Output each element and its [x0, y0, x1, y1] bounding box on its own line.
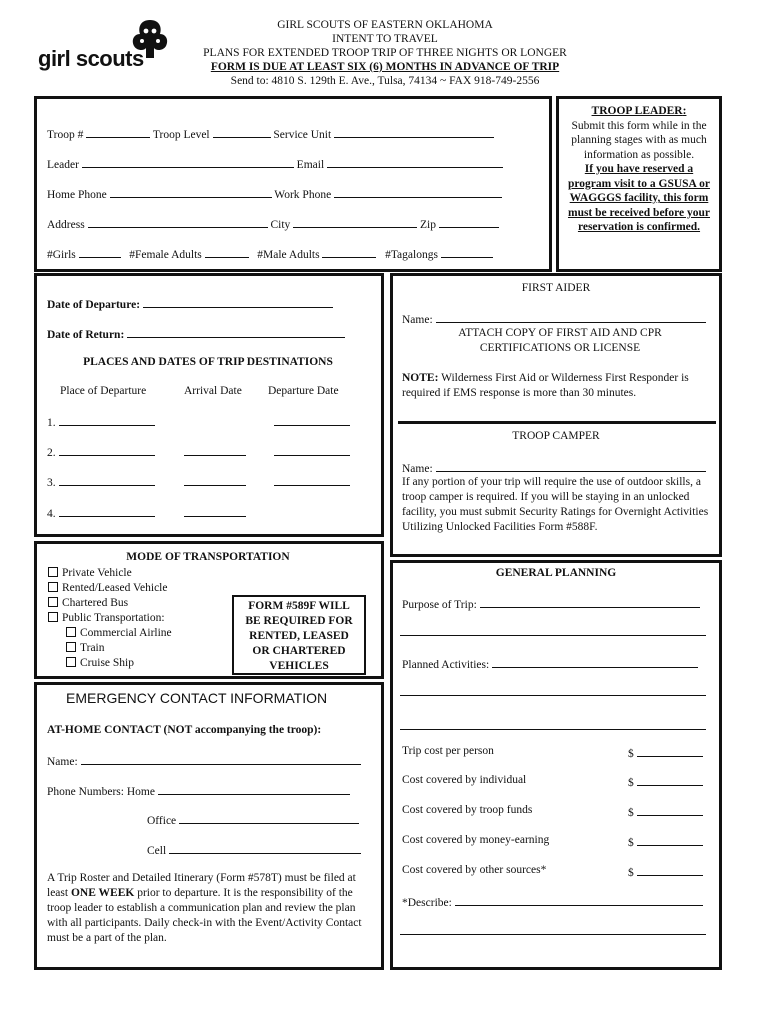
troop-num-field[interactable]	[86, 126, 150, 138]
leader-field[interactable]	[82, 156, 294, 168]
troop-info	[47, 120, 527, 270]
tagalongs-field[interactable]	[441, 246, 493, 258]
transport-option[interactable]: Train	[48, 641, 172, 656]
row-number: 3.	[47, 477, 56, 489]
service-unit-field[interactable]	[334, 126, 494, 138]
male-adults-field[interactable]	[322, 246, 376, 258]
purpose-line[interactable]	[400, 635, 706, 636]
activities-label: Planned Activities:	[402, 659, 490, 671]
zip-label: Zip	[420, 219, 436, 231]
troop-num-label: Troop #	[47, 129, 84, 141]
transport-option[interactable]: Commercial Airline	[48, 626, 172, 641]
emergency-subtitle: AT-HOME CONTACT (NOT accompanying the troop):	[47, 724, 322, 736]
transport-title: MODE OF TRANSPORTATION	[126, 551, 290, 563]
activities-field[interactable]	[492, 656, 698, 668]
currency-label: $	[628, 867, 634, 879]
home-phone-label: Home Phone	[47, 189, 107, 201]
purpose-row	[402, 596, 700, 611]
describe-line[interactable]	[400, 934, 706, 935]
form-title: INTENT TO TRAVEL	[332, 33, 438, 45]
zip-field[interactable]	[439, 216, 499, 228]
arrival-date-field[interactable]	[184, 444, 246, 459]
checkbox[interactable]	[48, 567, 58, 577]
emergency-office-row	[147, 812, 359, 827]
send-to: Send to: 4810 S. 129th E. Ave., Tulsa, 74134 ~ FAX 918-749-2556	[230, 75, 540, 87]
departure-label: Date of Departure:	[47, 299, 141, 311]
emergency-cell-row	[147, 842, 361, 857]
emergency-office-field[interactable]	[179, 812, 359, 824]
describe-label: *Describe:	[402, 897, 452, 909]
cost-row	[402, 834, 708, 849]
purpose-label: Purpose of Trip:	[402, 599, 477, 611]
service-unit-label: Service Unit	[273, 129, 332, 141]
currency-label: $	[628, 807, 634, 819]
troop-leader-content	[562, 104, 716, 235]
troop-camper-text: If any portion of your trip will require the use of outdoor skills, a troop camper is required. If you will be staying in an unlocked facility, you must submit Security Ratings for Overnight Activities Utilizing Unlocked Facilities Form #588F.	[402, 476, 709, 533]
cost-label: Cost covered by troop funds	[402, 804, 533, 816]
general-planning-title: GENERAL PLANNING	[495, 567, 617, 579]
emergency-name-row	[47, 753, 361, 768]
address-label: Address	[47, 219, 85, 231]
arrival-date-field[interactable]	[184, 474, 246, 489]
transport-option[interactable]: Cruise Ship	[48, 656, 172, 671]
col-departure: Departure Date	[268, 385, 339, 397]
cost-field[interactable]	[637, 804, 703, 816]
activities-line[interactable]	[400, 695, 706, 696]
checkbox[interactable]	[66, 657, 76, 667]
cost-row	[402, 804, 708, 819]
work-phone-label: Work Phone	[274, 189, 332, 201]
male-adults-label: #Male Adults	[257, 249, 320, 261]
place-field[interactable]	[59, 505, 155, 517]
departure-row	[47, 296, 333, 311]
email-field[interactable]	[327, 156, 503, 168]
emergency-phone-row	[47, 783, 350, 798]
cost-label: Trip cost per person	[402, 745, 494, 757]
purpose-field[interactable]	[480, 596, 700, 608]
currency-label: $	[628, 777, 634, 789]
troop-level-label: Troop Level	[152, 129, 210, 141]
place-field[interactable]	[59, 444, 155, 456]
departure-date-field[interactable]	[274, 444, 350, 459]
arrival-date-field[interactable]	[184, 505, 246, 520]
emergency-home-field[interactable]	[158, 783, 350, 795]
activities-row	[402, 656, 698, 671]
currency-label: $	[628, 837, 634, 849]
cost-label: Cost covered by individual	[402, 774, 527, 786]
places-title: PLACES AND DATES OF TRIP DESTINATIONS	[83, 356, 333, 368]
dates-box	[34, 273, 384, 537]
activities-line[interactable]	[400, 729, 706, 730]
checkbox[interactable]	[48, 597, 58, 607]
return-label: Date of Return:	[47, 329, 125, 341]
row-number: 4.	[47, 508, 56, 520]
cost-label: Cost covered by other sources*	[402, 864, 547, 876]
troop-leader-bold-text: If you have reserved a program visit to a GSUSA or WAGGGS facility, this form must be received before your reservation is confirmed.	[567, 163, 710, 233]
work-phone-field[interactable]	[334, 186, 502, 198]
departure-date-field[interactable]	[274, 414, 350, 429]
cost-label: Cost covered by money-earning	[402, 834, 550, 846]
checkbox[interactable]	[66, 627, 76, 637]
cell-label: Cell	[147, 845, 167, 857]
currency-label: $	[628, 748, 634, 760]
address-field[interactable]	[88, 216, 268, 228]
checkbox[interactable]	[48, 612, 58, 622]
home-phone-label: Phone Numbers: Home	[47, 786, 155, 798]
col-place: Place of Departure	[60, 385, 147, 397]
troop-leader-text: Submit this form while in the planning stages with as much information as possible.	[571, 119, 707, 161]
emergency-note: A Trip Roster and Detailed Itinerary (Form #578T) must be filed at least ONE WEEK prior to departure. It is the responsibility of the troop leader to establish a communication plan and review the plan with all participants. Daily check-in with the Event/Activity Contact must be a part of the plan.	[47, 872, 362, 944]
troop-camper-name-row	[402, 460, 706, 475]
first-aider-name-row	[402, 311, 706, 326]
logo	[38, 18, 168, 74]
cost-row	[402, 745, 708, 760]
return-field[interactable]	[127, 326, 345, 338]
transport-option[interactable]: Rented/Leased Vehicle	[48, 581, 172, 596]
troop-leader-title: TROOP LEADER:	[591, 105, 687, 117]
troop-camper-name-field[interactable]	[436, 460, 706, 472]
place-field[interactable]	[59, 414, 155, 426]
female-adults-field[interactable]	[205, 246, 249, 258]
female-adults-label: #Female Adults	[129, 249, 202, 261]
checkbox[interactable]	[66, 642, 76, 652]
first-aider-note	[402, 371, 718, 400]
departure-date-field[interactable]	[274, 474, 350, 489]
troop-level-field[interactable]	[213, 126, 271, 138]
col-arrival: Arrival Date	[184, 385, 242, 397]
transport-option[interactable]: Private Vehicle	[48, 566, 172, 581]
due-notice: FORM IS DUE AT LEAST SIX (6) MONTHS IN ADVANCE OF TRIP	[210, 61, 560, 73]
note-text: Wilderness First Aid or Wilderness First Responder is required if EMS response is more than 30 minutes.	[402, 372, 689, 399]
place-field[interactable]	[59, 474, 155, 486]
troop-camper-name-label: Name:	[402, 463, 433, 475]
row-number: 1.	[47, 417, 56, 429]
cost-field[interactable]	[637, 864, 703, 876]
return-row	[47, 326, 345, 341]
describe-row	[402, 894, 703, 909]
departure-field[interactable]	[143, 296, 333, 308]
cost-field[interactable]	[637, 834, 703, 846]
city-field[interactable]	[293, 216, 417, 228]
cost-row	[402, 864, 708, 879]
transport-option[interactable]: Chartered Bus	[48, 596, 172, 611]
first-aider-attach: ATTACH COPY OF FIRST AID AND CPR CERTIFICATIONS OR LICENSE	[458, 327, 662, 354]
row-number: 2.	[47, 447, 56, 459]
cost-field[interactable]	[637, 745, 703, 757]
emergency-title: EMERGENCY CONTACT INFORMATION	[66, 690, 328, 706]
describe-field[interactable]	[455, 894, 703, 906]
transport-notice: FORM #589F WILL BE REQUIRED FOR RENTED, LEASED OR CHARTERED VEHICLES	[232, 595, 366, 675]
transport-options	[48, 566, 172, 671]
leader-label: Leader	[47, 159, 79, 171]
checkbox[interactable]	[48, 582, 58, 592]
first-aider-title: FIRST AIDER	[521, 282, 591, 294]
city-label: City	[270, 219, 291, 231]
destination-row	[47, 505, 155, 520]
destination-row	[47, 444, 155, 459]
emergency-name-field[interactable]	[81, 753, 361, 765]
email-label: Email	[296, 159, 325, 171]
first-aider-name-field[interactable]	[436, 311, 706, 323]
logo-text: girl scouts	[38, 46, 144, 71]
header	[150, 18, 620, 88]
emergency-name-label: Name:	[47, 756, 78, 768]
org-name: GIRL SCOUTS OF EASTERN OKLAHOMA	[277, 19, 493, 31]
home-phone-field[interactable]	[110, 186, 272, 198]
office-label: Office	[147, 815, 177, 827]
tagalongs-label: #Tagalongs	[385, 249, 438, 261]
first-aider-name-label: Name:	[402, 314, 433, 326]
destination-row	[47, 474, 155, 489]
form-subtitle: PLANS FOR EXTENDED TROOP TRIP OF THREE NIGHTS OR LONGER	[203, 47, 567, 59]
destination-row	[47, 414, 155, 429]
cost-field[interactable]	[637, 774, 703, 786]
girls-label: #Girls	[47, 249, 76, 261]
transport-option[interactable]: Public Transportation:	[48, 611, 172, 626]
divider	[398, 421, 716, 424]
emergency-cell-field[interactable]	[169, 842, 361, 854]
cost-row	[402, 774, 708, 789]
note-label: NOTE:	[402, 372, 439, 384]
troop-camper-title: TROOP CAMPER	[512, 430, 600, 442]
girls-field[interactable]	[79, 246, 121, 258]
